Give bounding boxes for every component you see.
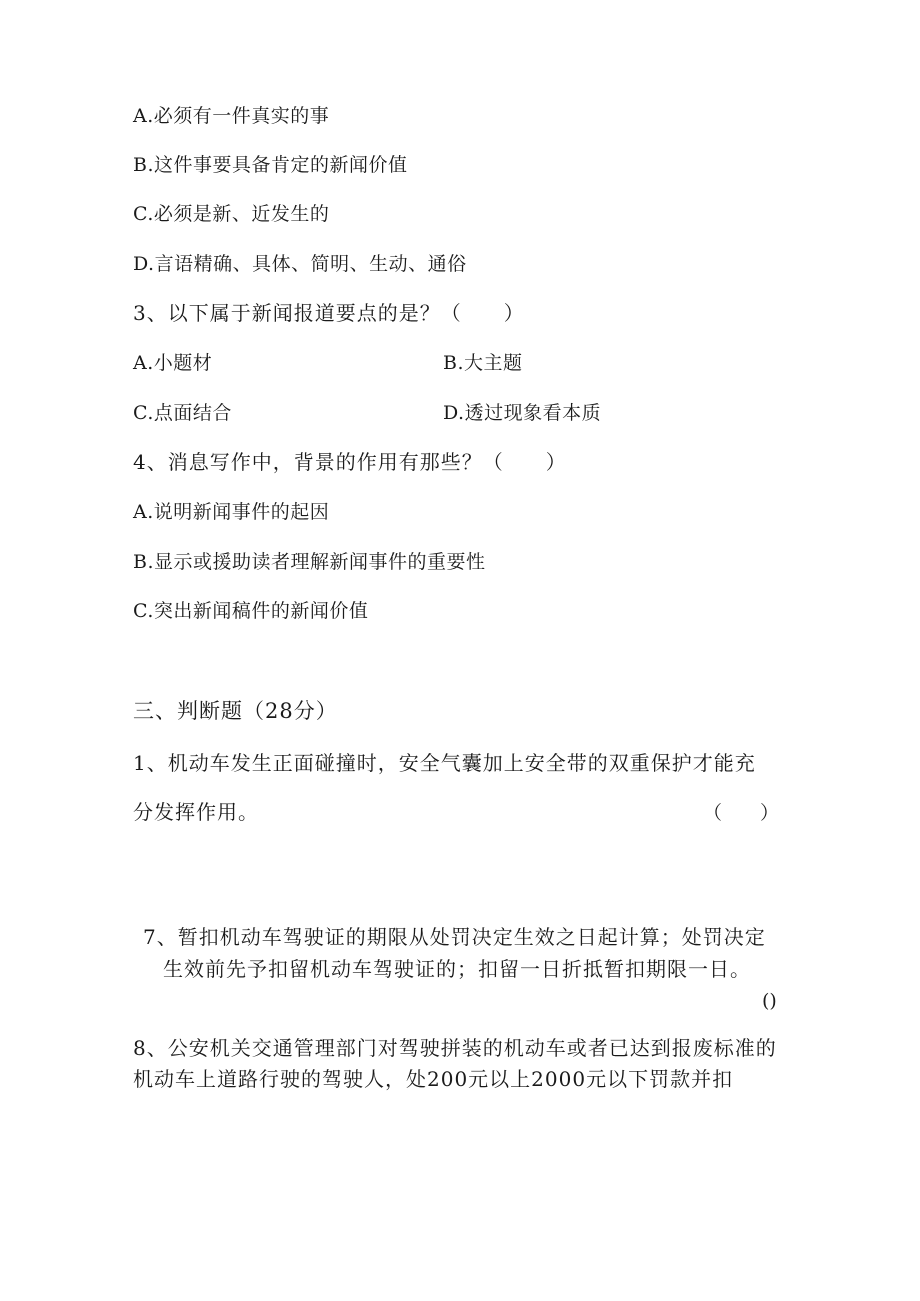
q4-option-b: B.显示或援助读者理解新闻事件的重要性 bbox=[133, 551, 486, 573]
q2-option-c: C.必须是新、近发生的 bbox=[133, 203, 330, 225]
tf1-line1: 1、机动车发生正面碰撞时，安全气囊加上安全带的双重保护才能充 bbox=[133, 751, 756, 775]
q3-option-d: D.透过现象看本质 bbox=[443, 402, 602, 424]
q2-option-b: B.这件事要具备肯定的新闻价值 bbox=[133, 154, 408, 176]
q3-option-c: C.点面结合 bbox=[133, 402, 232, 424]
q3-option-b: B.大主题 bbox=[443, 352, 523, 374]
tf8-line2: 机动车上道路行驶的驾驶人，处200元以上2000元以下罚款并扣 bbox=[133, 1067, 734, 1091]
q4-option-a: A.说明新闻事件的起因 bbox=[133, 501, 330, 523]
section-title: 三、判断题（28分） bbox=[133, 699, 338, 723]
q4-option-c: C.突出新闻稿件的新闻价值 bbox=[133, 600, 369, 622]
tf7-line2: 生效前先予扣留机动车驾驶证的；扣留一日折抵暂扣期限一日。 bbox=[163, 957, 751, 981]
q4-stem: 4、消息写作中，背景的作用有那些？（ ） bbox=[133, 450, 567, 474]
tf1-line2: 分发挥作用。 bbox=[133, 800, 259, 824]
tf7-answer-paren: () bbox=[762, 990, 777, 1012]
q3-stem: 3、以下属于新闻报道要点的是？（ ） bbox=[133, 301, 525, 325]
q2-option-d: D.言语精确、具体、简明、生动、通俗 bbox=[133, 253, 467, 275]
q2-option-a: A.必须有一件真实的事 bbox=[133, 105, 330, 127]
tf8-line1: 8、公安机关交通管理部门对驾驶拼装的机动车或者已达到报废标准的 bbox=[133, 1036, 777, 1060]
tf7-line1: 7、暂扣机动车驾驶证的期限从处罚决定生效之日起计算；处罚决定 bbox=[143, 925, 766, 949]
q3-option-a: A.小题材 bbox=[133, 352, 213, 374]
tf1-answer-paren: （ ） bbox=[703, 802, 780, 824]
